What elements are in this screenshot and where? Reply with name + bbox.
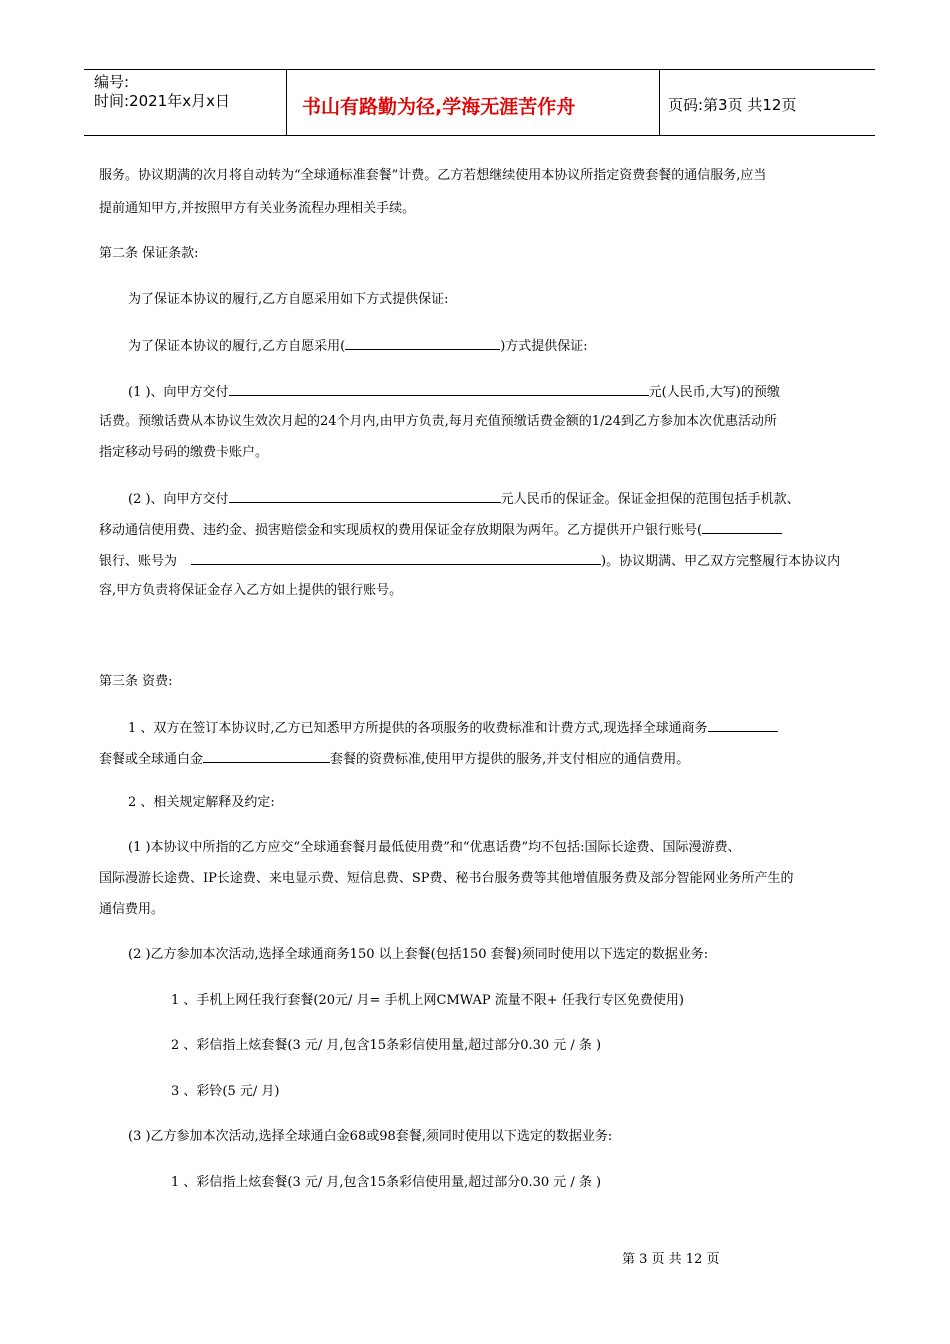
text-segment: 1 、双方在签订本协议时,乙方已知悉甲方所提供的各项服务的收费标准和计费方式,现选择全球通商务 bbox=[128, 721, 708, 736]
paragraph-line bbox=[99, 551, 840, 571]
paragraph-line bbox=[99, 749, 689, 769]
option-line: 2 、彩信指上炫套餐(3 元/ 月,包含15条彩信使用量,超过部分0.30 元 / 条 ) bbox=[171, 1038, 602, 1053]
header-divider-left bbox=[286, 69, 287, 136]
paragraph-line: 提前通知甲方,并按照甲方有关业务流程办理相关手续。 bbox=[99, 201, 416, 216]
text-segment: )。协议期满、甲乙双方完整履行本协议内 bbox=[601, 554, 841, 569]
article-2-title: 第二条 保证条款: bbox=[99, 246, 199, 261]
header-code-label: 编号: bbox=[94, 73, 130, 91]
blank-field[interactable] bbox=[229, 382, 649, 396]
text-segment: (1 )、向甲方交付 bbox=[128, 385, 229, 400]
text-segment: 元人民币的保证金。保证金担保的范围包括手机款、 bbox=[500, 492, 800, 507]
text-segment: 移动通信使用费、违约金、损害赔偿金和实现质权的费用保证金存放期限为两年。乙方提供开户银行账号( bbox=[99, 523, 703, 538]
blank-field[interactable] bbox=[345, 336, 500, 350]
text-segment: 银行、账号为 bbox=[99, 554, 178, 569]
header-top-rule bbox=[84, 69, 875, 70]
option-line: 1 、彩信指上炫套餐(3 元/ 月,包含15条彩信使用量,超过部分0.30 元 / 条 ) bbox=[171, 1175, 602, 1190]
text-segment: (2 )、向甲方交付 bbox=[128, 492, 229, 507]
paragraph-line bbox=[128, 336, 588, 356]
paragraph-line bbox=[128, 718, 778, 738]
paragraph-line bbox=[128, 489, 800, 509]
paragraph-line bbox=[99, 520, 782, 540]
text-segment: 元(人民币,大写)的预缴 bbox=[648, 385, 780, 400]
blank-field[interactable] bbox=[229, 489, 501, 503]
blank-field[interactable] bbox=[191, 551, 601, 565]
paragraph-line: 为了保证本协议的履行,乙方自愿采用如下方式提供保证: bbox=[128, 292, 449, 307]
header-slogan: 书山有路勤为径,学海无涯苦作舟 bbox=[302, 96, 576, 118]
blank-field[interactable] bbox=[708, 718, 778, 732]
blank-field[interactable] bbox=[203, 749, 330, 763]
paragraph-line: 容,甲方负责将保证金存入乙方如上提供的银行账号。 bbox=[99, 583, 403, 598]
header-divider-right bbox=[659, 69, 660, 136]
header-date-label: 时间:2021年x月x日 bbox=[94, 92, 230, 110]
paragraph-line: 2 、相关规定解释及约定: bbox=[128, 795, 275, 810]
blank-field[interactable] bbox=[702, 520, 782, 534]
header-bottom-rule bbox=[84, 135, 875, 136]
paragraph-line: (3 )乙方参加本次活动,选择全球通白金68或98套餐,须同时使用以下选定的数据业务: bbox=[128, 1129, 613, 1144]
option-line: 3 、彩铃(5 元/ 月) bbox=[171, 1084, 280, 1099]
text-segment: 套餐的资费标准,使用甲方提供的服务,并支付相应的通信费用。 bbox=[330, 752, 690, 767]
option-line: 1 、手机上网任我行套餐(20元/ 月= 手机上网CMWAP 流量不限+ 任我行专区免费使用) bbox=[171, 993, 684, 1008]
header-page-label: 页码:第3页 共12页 bbox=[668, 96, 797, 114]
footer-page-number: 第 3 页 共 12 页 bbox=[622, 1252, 720, 1267]
paragraph-line bbox=[128, 382, 780, 402]
paragraph-line: 通信费用。 bbox=[99, 902, 165, 917]
paragraph-line: 话费。预缴话费从本协议生效次月起的24个月内,由甲方负责,每月充值预缴话费金额的1/24到乙方参加本次优惠活动所 bbox=[99, 414, 778, 429]
text-segment: 套餐或全球通白金 bbox=[99, 752, 204, 767]
text-segment: )方式提供保证: bbox=[500, 339, 588, 354]
paragraph-line: 指定移动号码的缴费卡账户。 bbox=[99, 445, 269, 460]
paragraph-line: 国际漫游长途费、IP长途费、来电显示费、短信息费、SP费、秘书台服务费等其他增值服务费及部分智能网业务所产生的 bbox=[99, 871, 794, 886]
paragraph-line: (2 )乙方参加本次活动,选择全球通商务150 以上套餐(包括150 套餐)须同时使用以下选定的数据业务: bbox=[128, 947, 709, 962]
paragraph-line: 服务。协议期满的次月将自动转为“全球通标准套餐”计费。乙方若想继续使用本协议所指定资费套餐的通信服务,应当 bbox=[99, 168, 767, 183]
paragraph-line: (1 )本协议中所指的乙方应交“全球通套餐月最低使用费”和“优惠话费”均不包括:国际长途费、国际漫游费、 bbox=[128, 840, 741, 855]
text-segment: 为了保证本协议的履行,乙方自愿采用( bbox=[128, 339, 346, 354]
article-3-title: 第三条 资费: bbox=[99, 674, 173, 689]
